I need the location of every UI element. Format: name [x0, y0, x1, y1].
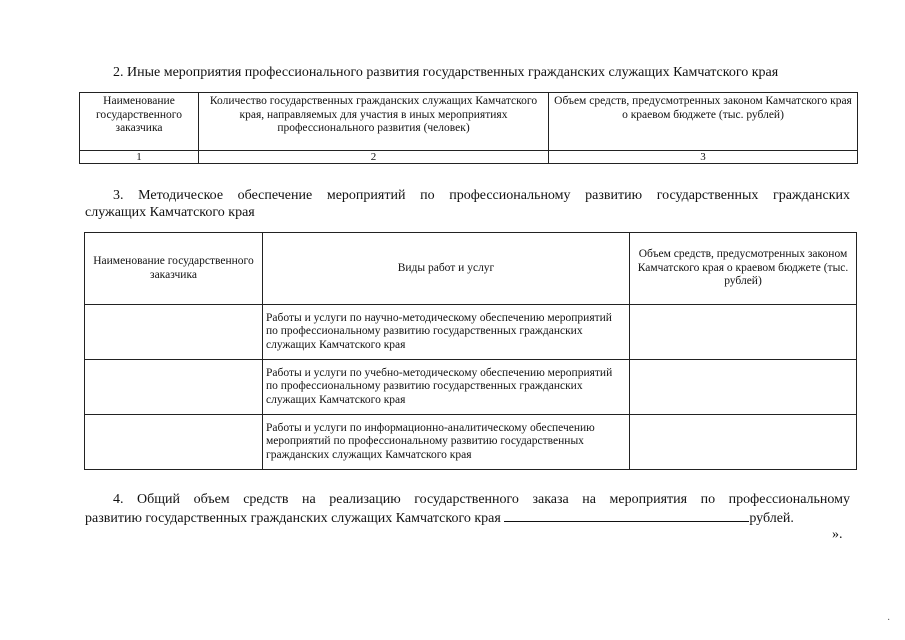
header-cell-customer: Наименование государственного заказчика [85, 233, 263, 305]
section-3-heading-line2: служащих Камчатского края [85, 205, 255, 220]
table-header-row [85, 233, 857, 305]
table-row [85, 360, 857, 415]
section-4-line1: 4. Общий объем средств на реализацию государственного заказа на мероприятия по профессиональному [113, 492, 850, 507]
cell-customer [85, 305, 263, 360]
cell-customer [85, 415, 263, 470]
table-header-row [80, 93, 858, 151]
cell-amount [630, 305, 857, 360]
amount-blank-line [504, 508, 749, 522]
cell-work: Работы и услуги по информационно-аналитическому обеспечению мероприятий по профессиональному развитию государственных гражданских служащих Камчатского края [263, 415, 630, 470]
header-cell-customer: Наименование государственного заказчика [80, 93, 199, 151]
header-cell-work-types: Виды работ и услуг [263, 233, 630, 305]
column-number: 2 [199, 151, 549, 164]
section-2-table [79, 92, 858, 164]
column-number: 3 [549, 151, 858, 164]
table-number-row [80, 151, 858, 164]
column-number: 1 [80, 151, 199, 164]
closing-quote: ». [832, 527, 843, 542]
cell-work: Работы и услуги по учебно-методическому обеспечению мероприятий по профессиональному развитию государственных гражданских служащих Камчатского края [263, 360, 630, 415]
cell-customer [85, 360, 263, 415]
cell-work: Работы и услуги по научно-методическому обеспечению мероприятий по профессиональному развитию государственных гражданских служащих Камчатского края [263, 305, 630, 360]
header-cell-count: Количество государственных гражданских служащих Камчатского края, направляемых для участия в иных мероприятиях профессионального развития (человек) [199, 93, 549, 151]
table-row [85, 415, 857, 470]
footer-dot: · [887, 615, 891, 626]
section-4-line2-suffix: рублей. [749, 511, 794, 526]
header-cell-amount: Объем средств, предусмотренных законом Камчатского края о краевом бюджете (тыс. рублей) [549, 93, 858, 151]
header-cell-amount: Объем средств, предусмотренных законом Камчатского края о краевом бюджете (тыс. рублей) [630, 233, 857, 305]
cell-amount [630, 360, 857, 415]
section-3-heading [85, 187, 850, 221]
section-3-table [84, 232, 857, 470]
section-4-paragraph [85, 491, 850, 527]
section-3-heading-line1: 3. Методическое обеспечение мероприятий по профессиональному развитию государственных гражданских [113, 188, 850, 203]
section-4-line2-prefix: развитию государственных гражданских служащих Камчатского края [85, 511, 501, 526]
table-row [85, 305, 857, 360]
cell-amount [630, 415, 857, 470]
section-2-heading: 2. Иные мероприятия профессионального развития государственных гражданских служащих Камчатского края [113, 65, 779, 80]
